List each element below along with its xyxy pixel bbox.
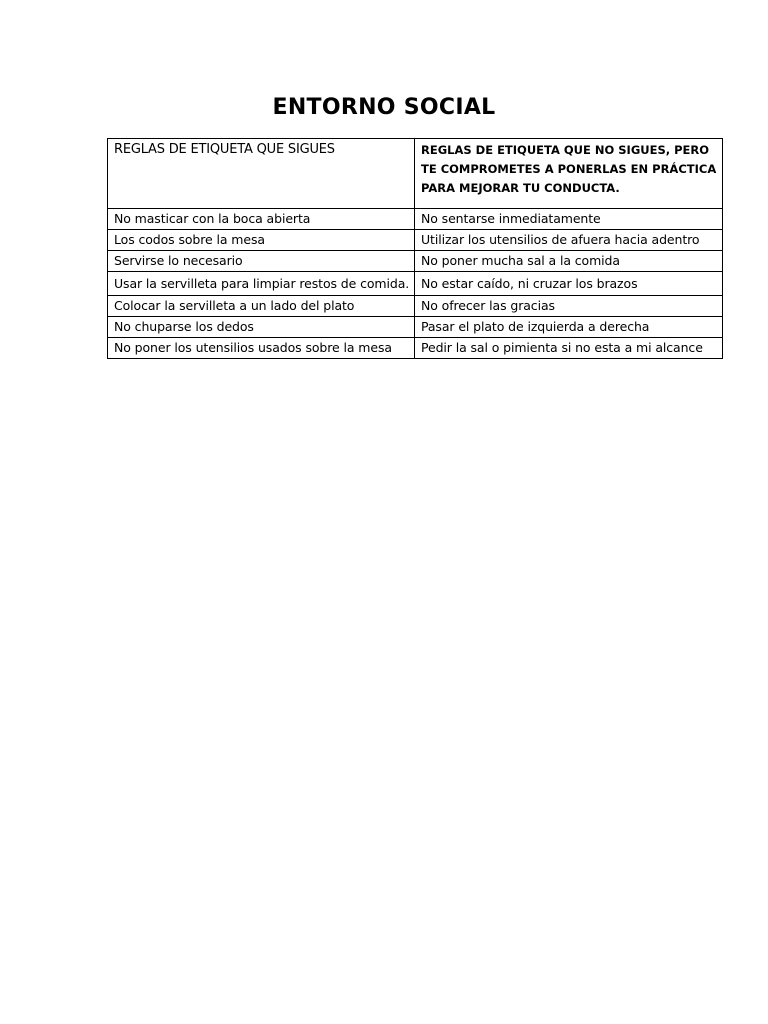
table-cell-followed: Colocar la servilleta a un lado del plato	[108, 296, 415, 317]
table-cell-not-followed: Pedir la sal o pimienta si no esta a mi alcance	[415, 338, 723, 359]
table-row	[108, 251, 723, 272]
table-cell-followed: No chuparse los dedos	[108, 317, 415, 338]
table-row	[108, 230, 723, 251]
page-title: ENTORNO SOCIAL	[272, 95, 496, 120]
table-cell-followed: Los codos sobre la mesa	[108, 230, 415, 251]
header-rules-not-followed: REGLAS DE ETIQUETA QUE NO SIGUES, PERO TE COMPROMETES A PONERLAS EN PRÁCTICA PARA MEJORAR TU CONDUCTA.	[415, 139, 723, 209]
table-row	[108, 272, 723, 296]
table-header-row	[108, 139, 723, 209]
table-row	[108, 317, 723, 338]
table-cell-not-followed: Utilizar los utensilios de afuera hacia adentro	[415, 230, 723, 251]
table-cell-followed: Servirse lo necesario	[108, 251, 415, 272]
table-cell-followed: No poner los utensilios usados sobre la mesa	[108, 338, 415, 359]
table-cell-not-followed: No estar caído, ni cruzar los brazos	[415, 272, 723, 296]
table-cell-not-followed: No sentarse inmediatamente	[415, 209, 723, 230]
table-cell-not-followed: No ofrecer las gracias	[415, 296, 723, 317]
etiquette-table	[107, 138, 723, 359]
table-row	[108, 338, 723, 359]
table-cell-followed: No masticar con la boca abierta	[108, 209, 415, 230]
table-row	[108, 296, 723, 317]
table-row	[108, 209, 723, 230]
table-cell-not-followed: No poner mucha sal a la comida	[415, 251, 723, 272]
header-rules-followed: REGLAS DE ETIQUETA QUE SIGUES	[108, 139, 415, 209]
table-cell-followed: Usar la servilleta para limpiar restos de comida.	[108, 272, 415, 296]
table-cell-not-followed: Pasar el plato de izquierda a derecha	[415, 317, 723, 338]
